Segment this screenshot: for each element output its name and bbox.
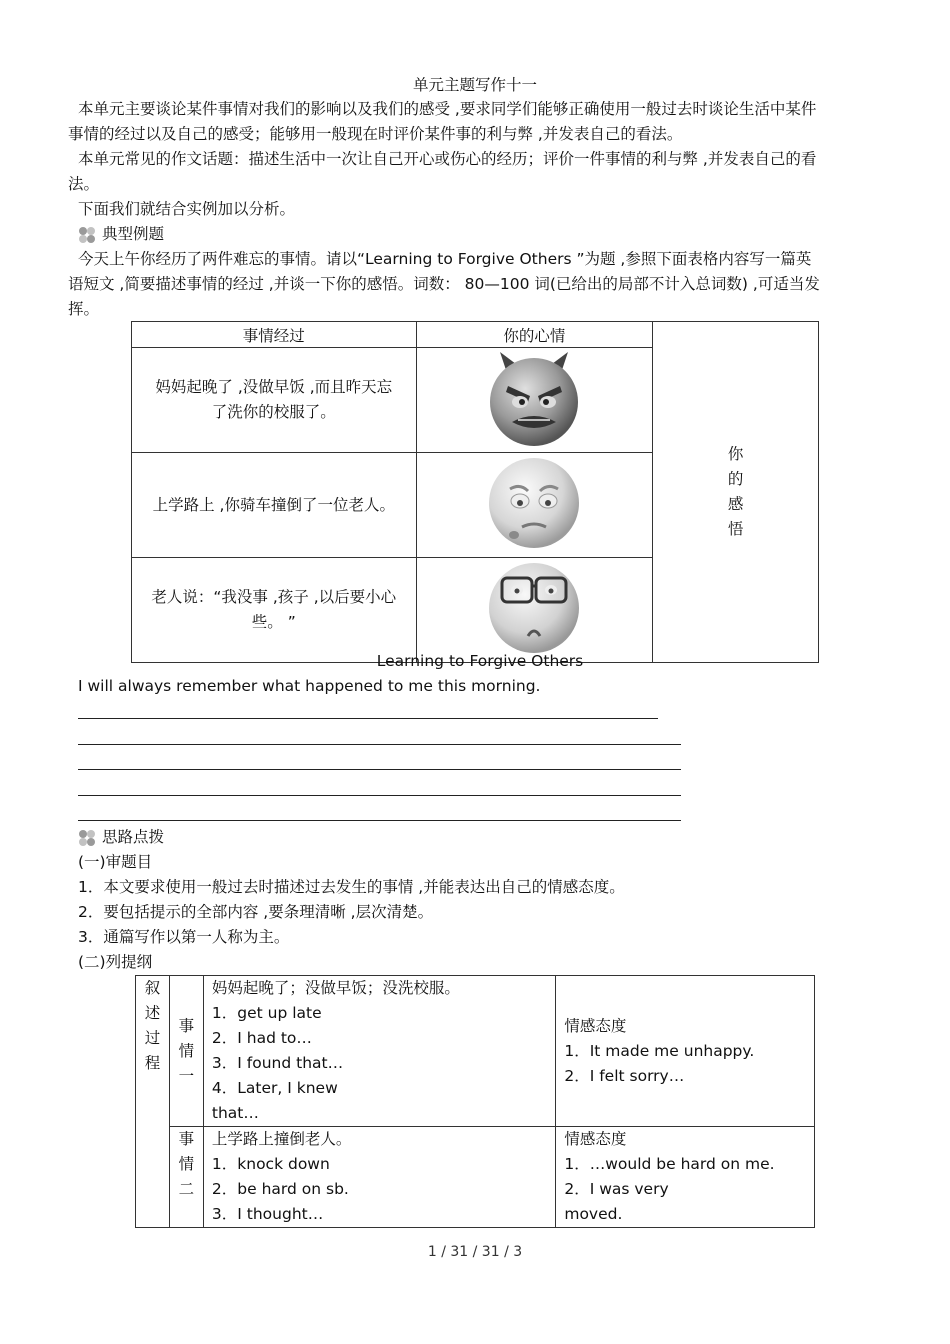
narration-label: 叙 述 过 程 [136,976,170,1228]
event2-label: 事 情 二 [169,1127,203,1228]
header-mood: 你的心情 [416,322,653,348]
point-2: 2．要包括提示的全部内容 ,要条理清晰 ,层次清楚。 [78,903,434,921]
essay-first-line: I will always remember what happened to me this morning. [78,677,541,695]
writing-line-1[interactable] [78,718,658,719]
example-heading: 典型例题 [78,222,164,247]
event1-label: 事 情 一 [169,976,203,1127]
event2-emotion: 情感态度 1．…would be hard on me. 2．I was very moved. [556,1127,815,1228]
example-prompt-line1: 今天上午你经历了两件难忘的事情。请以“Learning to Forgive Others ”为题 ,参照下面表格内容写一篇英 [78,250,812,268]
clover-bullet-icon [78,227,96,243]
worried-face-icon [486,453,582,553]
header-event: 事情经过 [132,322,417,348]
intro-para1-line2: 事情的经过以及自己的感受；能够用一般现在时评价某件事的利与弊 ,并发表自己的看法。 [68,125,683,143]
mood-cell-3 [416,558,653,663]
analysis-heading: 思路点拨 [78,825,164,850]
event-row-2: 上学路上 ,你骑车撞倒了一位老人。 [132,453,417,558]
outline-table [135,975,815,1228]
clover-bullet-icon [78,830,96,846]
page-title: 单元主题写作十一 [412,76,537,94]
intro-para1-line1: 本单元主要谈论某件事情对我们的影响以及我们的感受 ,要求同学们能够正确使用一般过去时谈论生活中某件 [78,100,817,118]
mood-cell-2 [416,453,653,558]
writing-line-5[interactable] [78,820,681,821]
event-row-3: 老人说：“我没事 ,孩子 ,以后要小心 些。 ” [132,558,417,663]
point-1: 1．本文要求使用一般过去时描述过去发生的事情 ,并能表达出自己的情感态度。 [78,878,625,896]
writing-line-3[interactable] [78,769,681,770]
event-row-1: 妈妈起晚了 ,没做早饭 ,而且昨天忘 了洗你的校服了。 [132,348,417,453]
event1-details: 妈妈起晚了；没做早饭；没洗校服。 1．get up late 2．I had to… 3．I found that… 4．Later, I knew that… [203,976,555,1127]
essay-title: Learning to Forgive Others [376,652,584,670]
writing-line-2[interactable] [78,744,681,745]
page-number: 1 / 31 / 31 / 3 [427,1244,523,1260]
glasses-face-icon [486,558,582,658]
intro-para2-line2: 法。 [68,175,100,193]
writing-line-4[interactable] [78,795,681,796]
event1-emotion: 情感态度 1．It made me unhappy. 2．I felt sorry… [556,976,815,1127]
example-prompt-line2: 语短文 ,简要描述事情的经过 ,并谈一下你的感悟。词数： 80—100 词(已给出的局部不计入总词数) ,可适当发 [68,275,820,293]
intro-para2-line1: 本单元常见的作文话题：描述生活中一次让自己开心或伤心的经历；评价一件事情的利与弊 ,并发表自己的看 [78,150,817,168]
point-3: 3．通篇写作以第一人称为主。 [78,928,290,946]
mood-cell-1 [416,348,653,453]
part2-title: (二)列提纲 [78,953,153,971]
angry-face-icon [486,348,582,448]
feeling-cell: 你 的 感 悟 [653,322,819,663]
event2-details: 上学路上撞倒老人。 1．knock down 2．be hard on sb. 3．I thought… [203,1127,555,1228]
part1-title: (一)审题目 [78,853,153,871]
event-mood-table [131,321,819,663]
example-prompt-line3: 挥。 [68,300,100,318]
intro-para3: 下面我们就结合实例加以分析。 [78,200,296,218]
